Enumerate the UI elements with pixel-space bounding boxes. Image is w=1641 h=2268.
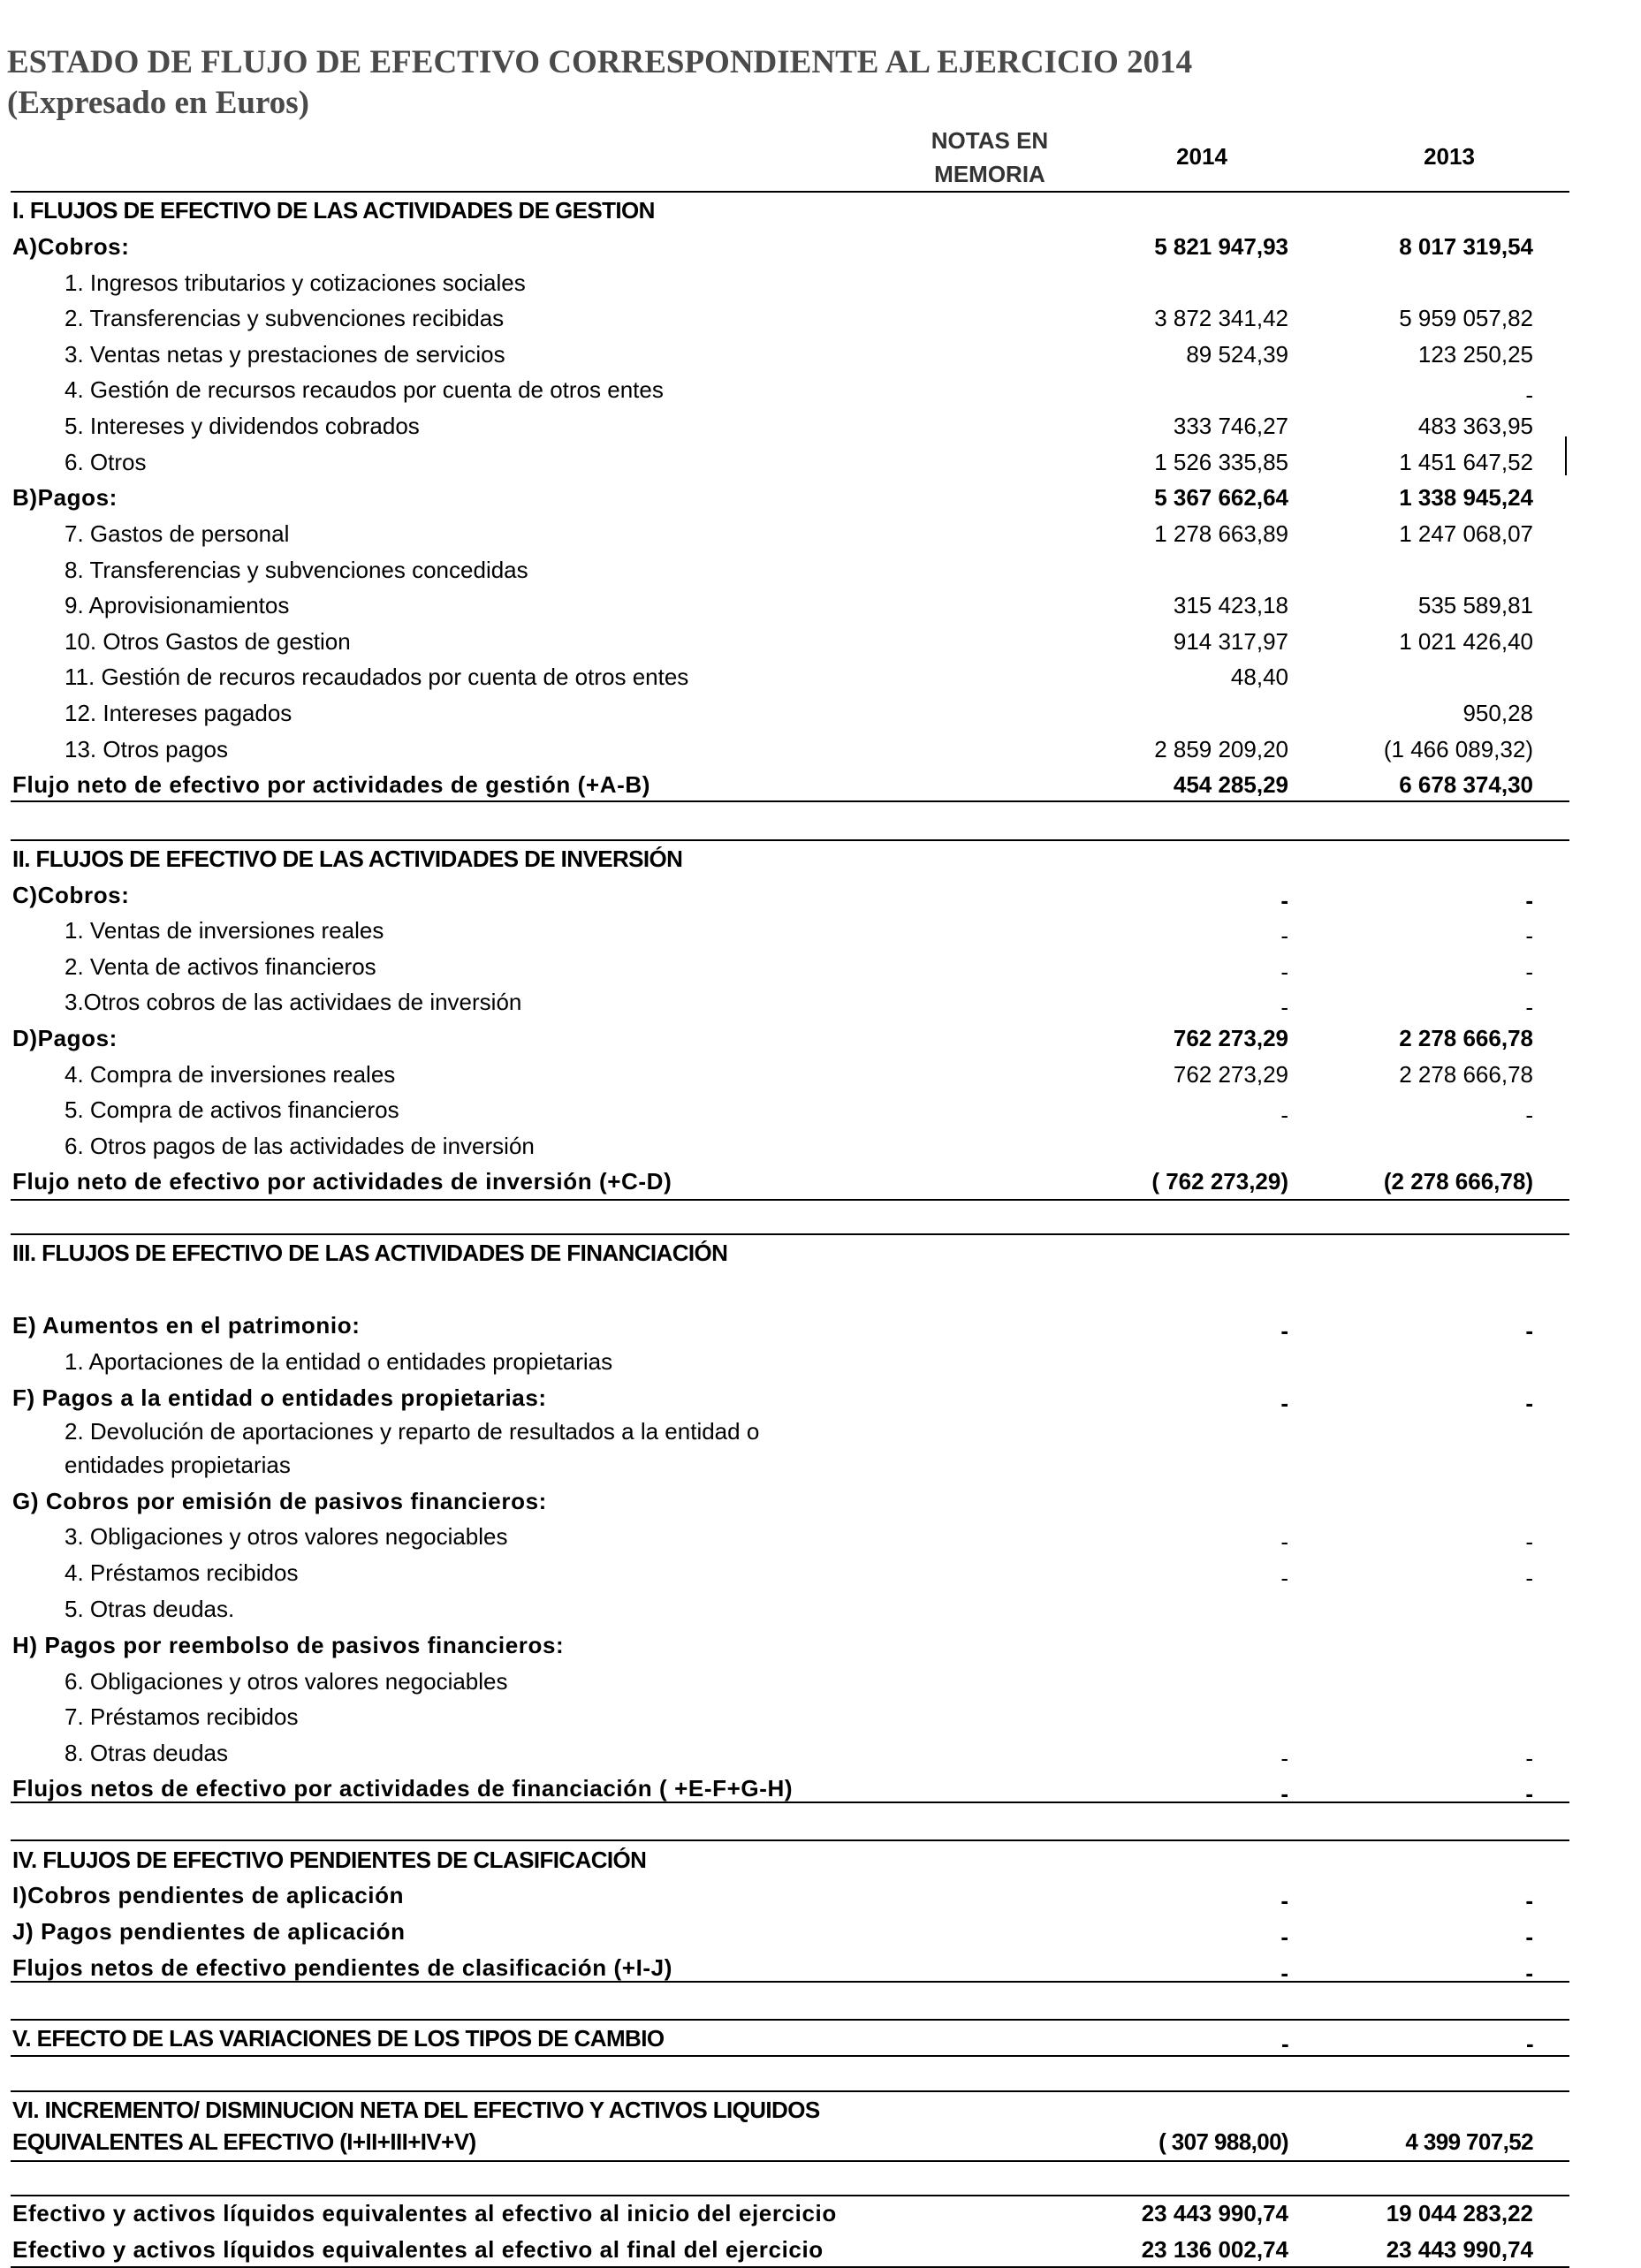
table-row bbox=[0, 767, 1641, 802]
table-row bbox=[0, 1914, 1641, 1949]
row-label: 10. Otros Gastos de gestion bbox=[65, 628, 351, 655]
table-row bbox=[0, 1308, 1641, 1343]
row-value-2014: 762 273,29 bbox=[1173, 1061, 1288, 1088]
horizontal-rule bbox=[11, 2160, 1569, 2162]
row-value-2014: - bbox=[1280, 1317, 1288, 1344]
table-row bbox=[0, 1519, 1641, 1554]
row-label: Efectivo y activos líquidos equivalentes al efectivo al inicio del ejercicio bbox=[12, 2200, 837, 2226]
header-notas-line-2: MEMORIA bbox=[934, 161, 1045, 187]
header-notas-line-1: NOTAS EN bbox=[931, 127, 1049, 154]
table-row bbox=[0, 841, 1641, 876]
row-value-2013: 2 278 666,78 bbox=[1399, 1025, 1533, 1051]
row-value-2013: 483 363,95 bbox=[1417, 413, 1533, 439]
table-row bbox=[0, 372, 1641, 407]
table-row bbox=[0, 516, 1641, 551]
row-value-2013: - bbox=[1525, 887, 1533, 914]
row-label: 12. Intereses pagados bbox=[65, 700, 292, 726]
row-value-2013: 535 589,81 bbox=[1417, 592, 1533, 618]
row-value-2014: 48,40 bbox=[1230, 664, 1288, 690]
table-row bbox=[0, 695, 1641, 731]
table-row bbox=[0, 1771, 1641, 1806]
row-label: Flujo neto de efectivo por actividades de gestión (+A-B) bbox=[12, 771, 650, 798]
table-row bbox=[0, 1483, 1641, 1519]
table-row bbox=[0, 732, 1641, 767]
row-label: 7. Préstamos recibidos bbox=[65, 1703, 299, 1730]
row-label: I)Cobros pendientes de aplicación bbox=[12, 1882, 405, 1908]
row-value-2013: - bbox=[1525, 1528, 1533, 1555]
table-row bbox=[0, 2124, 1641, 2159]
row-value-2014: - bbox=[1280, 1780, 1288, 1807]
row-value-2013: - bbox=[1525, 1780, 1533, 1807]
table-row bbox=[0, 1235, 1641, 1271]
table-row bbox=[0, 659, 1641, 694]
row-label: entidades propietarias bbox=[65, 1452, 291, 1478]
row-label: 6. Obligaciones y otros valores negociables bbox=[65, 1668, 508, 1695]
table-row bbox=[0, 2092, 1641, 2128]
row-label: 4. Préstamos recibidos bbox=[65, 1559, 299, 1586]
row-value-2013: - bbox=[1525, 922, 1533, 949]
row-value-2014: 1 278 663,89 bbox=[1154, 520, 1288, 547]
row-label: B)Pagos: bbox=[12, 484, 118, 511]
row-value-2013: 4 399 707,52 bbox=[1405, 2128, 1533, 2155]
row-label: Efectivo y activos líquidos equivalentes al efectivo al final del ejercicio bbox=[12, 2236, 824, 2263]
row-label: V. EFECTO DE LAS VARIACIONES DE LOS TIPOS DE CAMBIO bbox=[12, 2025, 665, 2052]
row-label: EQUIVALENTES AL EFECTIVO (I+II+III+IV+V) bbox=[12, 2128, 476, 2155]
row-label: 3. Obligaciones y otros valores negociables bbox=[65, 1523, 508, 1550]
row-value-2014: 454 285,29 bbox=[1173, 771, 1288, 798]
table-row bbox=[0, 1447, 1641, 1483]
table-row bbox=[0, 624, 1641, 659]
document-title bbox=[7, 42, 1192, 124]
table-row bbox=[0, 193, 1641, 228]
row-label: Flujo neto de efectivo por actividades de inversión (+C-D) bbox=[12, 1168, 672, 1195]
row-label: E) Aumentos en el patrimonio: bbox=[12, 1312, 361, 1339]
table-row bbox=[0, 1164, 1641, 1199]
table-row bbox=[0, 444, 1641, 480]
header-year-2014: 2014 bbox=[1176, 143, 1227, 170]
table-row bbox=[0, 265, 1641, 300]
row-label: G) Cobros por emisión de pasivos financieros: bbox=[12, 1488, 547, 1514]
row-value-2013: 1 021 426,40 bbox=[1399, 628, 1533, 655]
row-label: 1. Ingresos tributarios y cotizaciones sociales bbox=[65, 269, 526, 296]
row-value-2014: - bbox=[1280, 1960, 1288, 1986]
row-value-2014: - bbox=[1280, 1923, 1288, 1950]
row-value-2014: 5 821 947,93 bbox=[1154, 233, 1288, 260]
row-label: 6. Otros pagos de las actividades de inversión bbox=[65, 1133, 535, 1159]
row-value-2013: - bbox=[1525, 1317, 1533, 1344]
table-row bbox=[0, 480, 1641, 515]
row-value-2013: - bbox=[1525, 1960, 1533, 1986]
title-line-2: (Expresado en Euros) bbox=[7, 85, 309, 121]
table-row bbox=[0, 913, 1641, 948]
row-value-2013: 8 017 319,54 bbox=[1399, 233, 1533, 260]
row-value-2014: 762 273,29 bbox=[1173, 1025, 1288, 1051]
row-value-2013: - bbox=[1525, 994, 1533, 1020]
row-label: J) Pagos pendientes de aplicación bbox=[12, 1918, 406, 1945]
row-label: 8. Otras deudas bbox=[65, 1740, 228, 1766]
row-value-2013: 2 278 666,78 bbox=[1399, 1061, 1533, 1088]
table-row bbox=[0, 1344, 1641, 1379]
row-value-2013: - bbox=[1525, 382, 1533, 408]
row-label: 1. Ventas de inversiones reales bbox=[65, 917, 384, 944]
text-cursor bbox=[1565, 436, 1567, 475]
row-label: VI. INCREMENTO/ DISMINUCION NETA DEL EFECTIVO Y ACTIVOS LIQUIDOS bbox=[12, 2097, 820, 2123]
row-label: 4. Gestión de recursos recaudos por cuenta de otros entes bbox=[65, 376, 664, 403]
row-value-2013: (1 466 089,32) bbox=[1383, 736, 1533, 762]
row-label: 2. Transferencias y subvenciones recibidas bbox=[65, 305, 505, 331]
row-label: III. FLUJOS DE EFECTIVO DE LAS ACTIVIDADES DE FINANCIACIÓN bbox=[12, 1240, 728, 1266]
table-row bbox=[0, 1057, 1641, 1092]
table-row bbox=[0, 408, 1641, 444]
row-value-2014: 914 317,97 bbox=[1173, 628, 1288, 655]
row-value-2014: - bbox=[1280, 994, 1288, 1020]
table-row bbox=[0, 2232, 1641, 2267]
table-row bbox=[0, 1414, 1641, 1449]
table-row bbox=[0, 877, 1641, 913]
row-value-2013: 1 247 068,07 bbox=[1399, 520, 1533, 547]
row-label: IV. FLUJOS DE EFECTIVO PENDIENTES DE CLASIFICACIÓN bbox=[12, 1847, 647, 1873]
header-notas-en-memoria bbox=[893, 124, 1087, 191]
table-row bbox=[0, 1092, 1641, 1127]
row-value-2014: - bbox=[1280, 959, 1288, 985]
row-value-2013: 1 338 945,24 bbox=[1399, 484, 1533, 511]
row-value-2013: 123 250,25 bbox=[1417, 341, 1533, 368]
row-label: Flujos netos de efectivo pendientes de clasificación (+I-J) bbox=[12, 1954, 672, 1981]
row-label: 5. Intereses y dividendos cobrados bbox=[65, 413, 420, 439]
row-value-2013: - bbox=[1525, 1887, 1533, 1914]
row-label: 13. Otros pagos bbox=[65, 736, 228, 762]
table-row bbox=[0, 1877, 1641, 1913]
table-row bbox=[0, 984, 1641, 1020]
row-value-2013: 5 959 057,82 bbox=[1399, 305, 1533, 331]
table-row bbox=[0, 588, 1641, 623]
table-row bbox=[0, 2196, 1641, 2231]
row-value-2014: 3 872 341,42 bbox=[1154, 305, 1288, 331]
row-label: D)Pagos: bbox=[12, 1025, 118, 1051]
row-value-2013: 1 451 647,52 bbox=[1399, 449, 1533, 475]
row-value-2014: ( 762 273,29) bbox=[1151, 1168, 1288, 1195]
table-row bbox=[0, 1627, 1641, 1663]
table-row bbox=[0, 1664, 1641, 1699]
row-label: 2. Devolución de aportaciones y reparto de resultados a la entidad o bbox=[65, 1418, 760, 1445]
row-value-2014: 315 423,18 bbox=[1173, 592, 1288, 618]
row-label: C)Cobros: bbox=[12, 882, 130, 908]
horizontal-rule bbox=[11, 1199, 1569, 1201]
row-value-2014: - bbox=[1280, 1390, 1288, 1416]
table-row bbox=[0, 1842, 1641, 1877]
row-value-2013: - bbox=[1525, 1565, 1533, 1591]
row-value-2014: - bbox=[1280, 1745, 1288, 1771]
header-year-2013: 2013 bbox=[1424, 143, 1475, 170]
row-label: A)Cobros: bbox=[12, 233, 130, 260]
title-line-1: ESTADO DE FLUJO DE EFECTIVO CORRESPONDIENTE AL EJERCICIO 2014 bbox=[7, 44, 1193, 80]
table-row bbox=[0, 1699, 1641, 1734]
table-row bbox=[0, 1591, 1641, 1627]
row-value-2014: 23 443 990,74 bbox=[1141, 2200, 1288, 2226]
row-value-2014: 5 367 662,64 bbox=[1154, 484, 1288, 511]
row-value-2013: 950,28 bbox=[1462, 700, 1533, 726]
row-value-2013: - bbox=[1525, 959, 1533, 985]
table-row bbox=[0, 1128, 1641, 1164]
row-value-2014: - bbox=[1280, 1887, 1288, 1914]
row-label: 5. Compra de activos financieros bbox=[65, 1096, 399, 1123]
row-value-2013: 19 044 283,22 bbox=[1386, 2200, 1533, 2226]
row-value-2013: (2 278 666,78) bbox=[1383, 1168, 1533, 1195]
row-value-2014: 23 136 002,74 bbox=[1141, 2236, 1288, 2263]
row-label: Flujos netos de efectivo por actividades de financiación ( +E-F+G-H) bbox=[12, 1775, 794, 1802]
row-label: 2. Venta de activos financieros bbox=[65, 953, 376, 980]
table-row bbox=[0, 552, 1641, 588]
row-value-2013: 6 678 374,30 bbox=[1399, 771, 1533, 798]
table-row bbox=[0, 337, 1641, 372]
table-row bbox=[0, 1380, 1641, 1415]
row-value-2013: - bbox=[1525, 1390, 1533, 1416]
row-value-2014: - bbox=[1280, 887, 1288, 914]
table-row bbox=[0, 1950, 1641, 1985]
row-value-2014: - bbox=[1280, 2030, 1288, 2057]
table-row bbox=[0, 1020, 1641, 1056]
row-value-2013: - bbox=[1525, 2030, 1533, 2057]
horizontal-rule bbox=[11, 1839, 1569, 1841]
row-value-2014: - bbox=[1280, 1528, 1288, 1555]
row-value-2014: - bbox=[1280, 1565, 1288, 1591]
row-label: II. FLUJOS DE EFECTIVO DE LAS ACTIVIDADES DE INVERSIÓN bbox=[12, 846, 683, 872]
row-value-2014: - bbox=[1280, 1102, 1288, 1128]
row-value-2013: 23 443 990,74 bbox=[1386, 2236, 1533, 2263]
row-label: 1. Aportaciones de la entidad o entidades propietarias bbox=[65, 1348, 613, 1375]
row-value-2014: ( 307 988,00) bbox=[1159, 2128, 1288, 2155]
row-label: 7. Gastos de personal bbox=[65, 520, 290, 547]
row-label: 11. Gestión de recuros recaudados por cuenta de otros entes bbox=[65, 664, 689, 690]
row-value-2014: 89 524,39 bbox=[1186, 341, 1288, 368]
table-row bbox=[0, 300, 1641, 336]
table-row bbox=[0, 229, 1641, 264]
row-label: I. FLUJOS DE EFECTIVO DE LAS ACTIVIDADES DE GESTION bbox=[12, 197, 655, 224]
row-label: 5. Otras deudas. bbox=[65, 1596, 235, 1622]
row-value-2014: - bbox=[1280, 922, 1288, 949]
row-value-2014: 2 859 209,20 bbox=[1154, 736, 1288, 762]
table-row bbox=[0, 949, 1641, 984]
row-label: H) Pagos por reembolso de pasivos financieros: bbox=[12, 1632, 565, 1658]
row-value-2013: - bbox=[1525, 1745, 1533, 1771]
row-label: 8. Transferencias y subvenciones concedidas bbox=[65, 557, 528, 583]
row-label: 4. Compra de inversiones reales bbox=[65, 1061, 396, 1088]
row-label: 3. Ventas netas y prestaciones de servicios bbox=[65, 341, 505, 368]
row-value-2013: - bbox=[1525, 1102, 1533, 1128]
row-label: F) Pagos a la entidad o entidades propietarias: bbox=[12, 1384, 547, 1411]
table-row bbox=[0, 1735, 1641, 1771]
table-row bbox=[0, 2021, 1641, 2056]
row-value-2014: 333 746,27 bbox=[1173, 413, 1288, 439]
row-label: 9. Aprovisionamientos bbox=[65, 592, 290, 618]
row-label: 3.Otros cobros de las actividaes de inversión bbox=[65, 989, 522, 1015]
row-value-2013: - bbox=[1525, 1923, 1533, 1950]
table-row bbox=[0, 1555, 1641, 1590]
row-value-2014: 1 526 335,85 bbox=[1154, 449, 1288, 475]
row-label: 6. Otros bbox=[65, 449, 147, 475]
